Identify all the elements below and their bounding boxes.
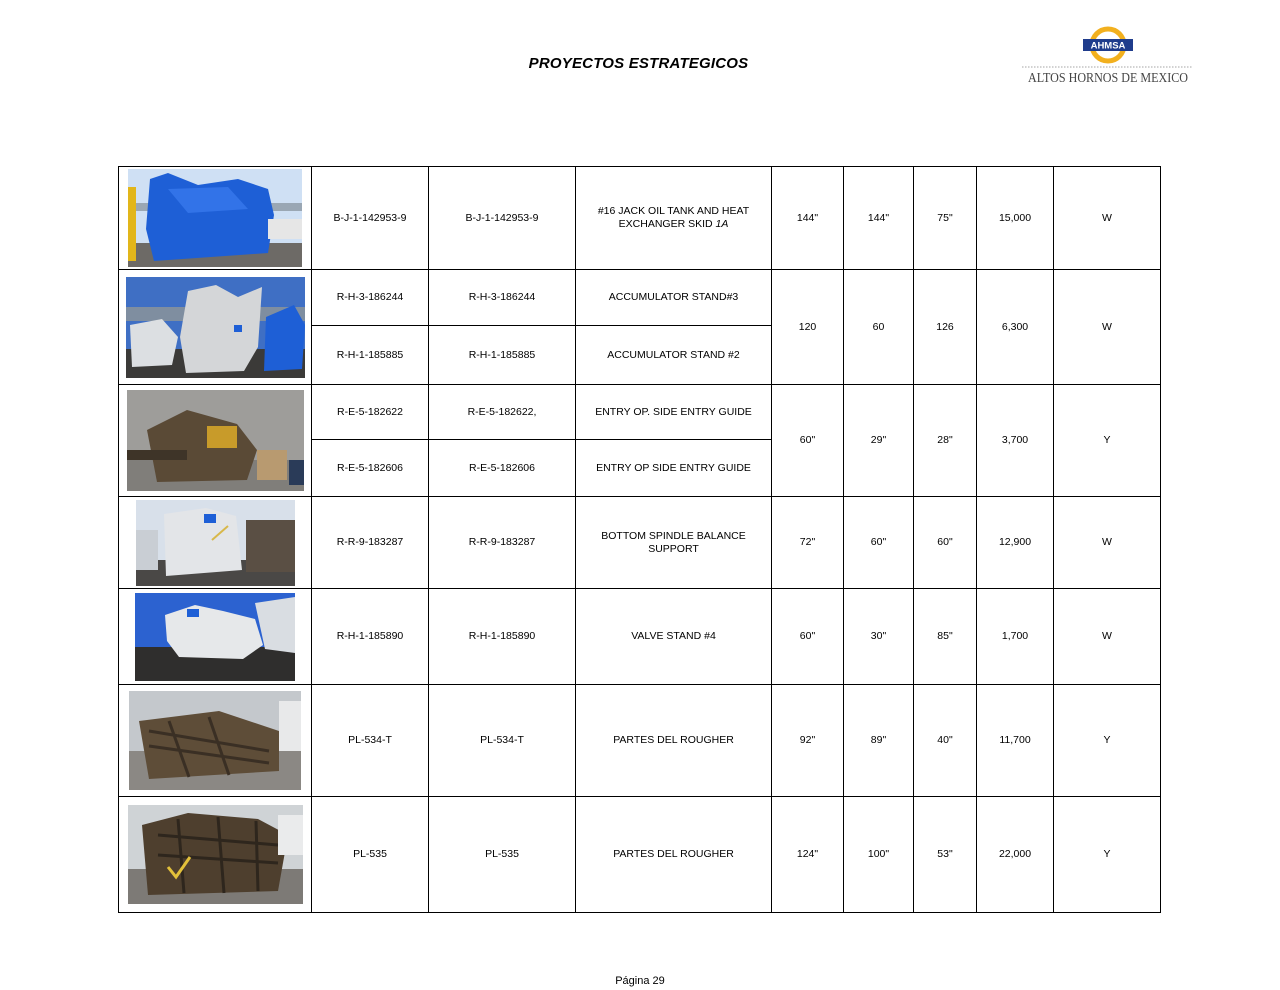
description-cell: ENTRY OP SIDE ENTRY GUIDE	[576, 440, 772, 497]
table-row	[119, 270, 1161, 326]
weight-cell: 6,300	[977, 270, 1054, 385]
height-cell: 40"	[914, 685, 977, 797]
tag-cell: R-H-1-185890	[312, 589, 429, 685]
description-cell: BOTTOM SPINDLE BALANCE SUPPORT	[576, 497, 772, 589]
photo-cell	[119, 685, 312, 797]
table-row	[119, 385, 1161, 440]
rougher-parts-stack-photo	[128, 805, 303, 904]
height-cell: 60"	[914, 497, 977, 589]
width-cell: 60"	[844, 497, 914, 589]
length-cell: 60"	[772, 589, 844, 685]
photo-cell	[119, 385, 312, 497]
weight-cell: 22,000	[977, 797, 1054, 913]
code-cell: Y	[1054, 797, 1161, 913]
tag-cell: PL-535	[312, 797, 429, 913]
white-crate-support-photo	[136, 500, 295, 586]
description-cell: ENTRY OP. SIDE ENTRY GUIDE	[576, 385, 772, 440]
height-cell: 53"	[914, 797, 977, 913]
photo-cell	[119, 797, 312, 913]
tag-cell: B-J-1-142953-9	[312, 167, 429, 270]
steel-entry-guide-photo	[127, 390, 304, 491]
width-cell: 144"	[844, 167, 914, 270]
width-cell: 30"	[844, 589, 914, 685]
length-cell: 60"	[772, 385, 844, 497]
tag-cell: R-H-3-186244	[312, 270, 429, 326]
width-cell: 60	[844, 270, 914, 385]
description-suffix: 1A	[715, 218, 729, 230]
ref-cell: R-R-9-183287	[429, 497, 576, 589]
height-cell: 126	[914, 270, 977, 385]
logo-badge-text: AHMSA	[1090, 40, 1126, 52]
code-cell: W	[1054, 589, 1161, 685]
ref-cell: R-E-5-182606	[429, 440, 576, 497]
code-cell: W	[1054, 270, 1161, 385]
height-cell: 85"	[914, 589, 977, 685]
height-cell: 75"	[914, 167, 977, 270]
code-cell: W	[1054, 497, 1161, 589]
ref-cell: R-E-5-182622,	[429, 385, 576, 440]
company-logo	[1020, 24, 1195, 90]
photo-cell	[119, 167, 312, 270]
length-cell: 72"	[772, 497, 844, 589]
photo-cell	[119, 270, 312, 385]
white-wrapped-stands-photo	[126, 277, 305, 378]
rougher-parts-pallet-photo	[129, 691, 301, 790]
table-row	[119, 797, 1161, 913]
width-cell: 89"	[844, 685, 914, 797]
description-text: #16 JACK OIL TANK AND HEAT EXCHANGER SKID	[597, 205, 750, 230]
description-cell: ACCUMULATOR STAND #2	[576, 326, 772, 385]
weight-cell: 3,700	[977, 385, 1054, 497]
width-cell: 29"	[844, 385, 914, 497]
weight-cell: 1,700	[977, 589, 1054, 685]
weight-cell: 11,700	[977, 685, 1054, 797]
tag-cell: R-E-5-182606	[312, 440, 429, 497]
ref-cell: PL-535	[429, 797, 576, 913]
table-row	[119, 497, 1161, 589]
length-cell: 144"	[772, 167, 844, 270]
description-cell: PARTES DEL ROUGHER	[576, 685, 772, 797]
description-cell: VALVE STAND #4	[576, 589, 772, 685]
strategic-projects-table	[118, 166, 1161, 913]
ref-cell: R-H-1-185890	[429, 589, 576, 685]
table-row	[119, 167, 1161, 270]
description-cell: ACCUMULATOR STAND#3	[576, 270, 772, 326]
page-title: PROYECTOS ESTRATEGICOS	[528, 55, 749, 72]
length-cell: 120	[772, 270, 844, 385]
description-cell	[576, 167, 772, 270]
ref-cell: PL-534-T	[429, 685, 576, 797]
weight-cell: 15,000	[977, 167, 1054, 270]
logo-name-text: ALTOS HORNOS DE MEXICO	[1028, 71, 1188, 86]
code-cell: Y	[1054, 685, 1161, 797]
tag-cell: R-H-1-185885	[312, 326, 429, 385]
ref-cell: B-J-1-142953-9	[429, 167, 576, 270]
code-cell: W	[1054, 167, 1161, 270]
wrapped-valve-stand-photo	[135, 593, 295, 681]
photo-cell	[119, 497, 312, 589]
ref-cell: R-H-3-186244	[429, 270, 576, 326]
table-row	[119, 685, 1161, 797]
weight-cell: 12,900	[977, 497, 1054, 589]
tag-cell: R-R-9-183287	[312, 497, 429, 589]
table-row	[119, 589, 1161, 685]
blue-tarp-skid-photo	[128, 169, 302, 267]
description-cell: PARTES DEL ROUGHER	[576, 797, 772, 913]
width-cell: 100"	[844, 797, 914, 913]
length-cell: 92"	[772, 685, 844, 797]
tag-cell: R-E-5-182622	[312, 385, 429, 440]
height-cell: 28"	[914, 385, 977, 497]
tag-cell: PL-534-T	[312, 685, 429, 797]
ref-cell: R-H-1-185885	[429, 326, 576, 385]
code-cell: Y	[1054, 385, 1161, 497]
photo-cell	[119, 589, 312, 685]
length-cell: 124"	[772, 797, 844, 913]
page-number: Página 29	[615, 975, 665, 987]
